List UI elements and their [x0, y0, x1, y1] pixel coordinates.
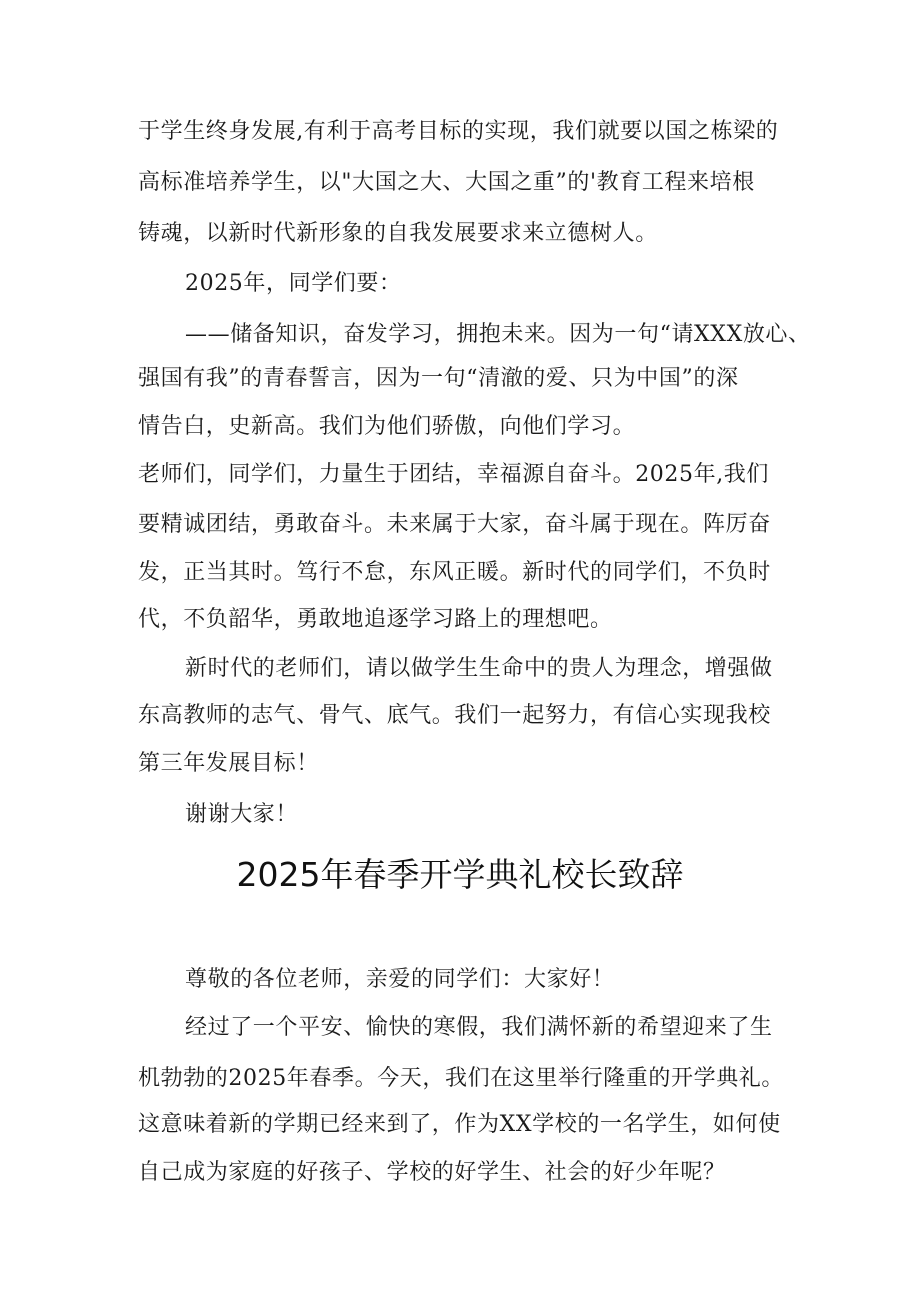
text-line: 经过了一个平安、愉快的寒假，我们满怀新的希望迎来了生: [185, 1015, 773, 1040]
document-title: 2025年春季开学典礼校长致辞: [236, 855, 684, 894]
text-line: 机勃勃的2025年春季。今天，我们在这里举行隆重的开学典礼。: [138, 1066, 784, 1091]
text-line: 第三年发展目标！: [138, 751, 319, 776]
text-line: 自己成为家庭的好孩子、学校的好学生、社会的好少年呢？: [138, 1160, 726, 1185]
text-line: 铸魂，以新时代新形象的自我发展要求来立德树人。: [138, 221, 658, 246]
text-line: 老师们，同学们，力量生于团结，幸福源自奋斗。2025年,我们: [138, 462, 769, 487]
text-line: 代，不负韶华，勇敢地追逐学习路上的理想吧。: [138, 607, 613, 632]
text-line: 谢谢大家！: [185, 802, 299, 827]
text-line: 这意味着新的学期已经来到了，作为XX学校的一名学生，如何使: [138, 1112, 781, 1137]
text-line: 发，正当其时。笃行不怠，东风正暖。新时代的同学们，不负时: [138, 560, 771, 585]
text-line: 东高教师的志气、骨气、底气。我们一起努力，有信心实现我校: [138, 703, 771, 728]
text-line: 高标准培养学生，以"大国之大、大国之重”的'教育工程来培根: [138, 170, 755, 195]
text-line: 要精诚团结，勇敢奋斗。未来属于大家，奋斗属于现在。阵厉奋: [138, 512, 771, 537]
text-line: ——储备知识，奋发学习，拥抱未来。因为一句“请XXX放心、: [185, 322, 811, 347]
text-line: 于学生终身发展,有利于高考目标的实现，我们就要以国之栋梁的: [138, 119, 779, 144]
text-line: 新时代的老师们，请以做学生生命中的贵人为理念，增强做: [185, 656, 773, 681]
text-line: 强国有我”的青春誓言，因为一句“清澈的爱、只为中国”的深: [138, 366, 739, 391]
text-line: 2025年，同学们要：: [185, 271, 402, 296]
text-line: 尊敬的各位老师，亲爱的同学们：大家好！: [185, 967, 615, 992]
text-line: 情告白，史新高。我们为他们骄傲，向他们学习。: [138, 414, 636, 439]
